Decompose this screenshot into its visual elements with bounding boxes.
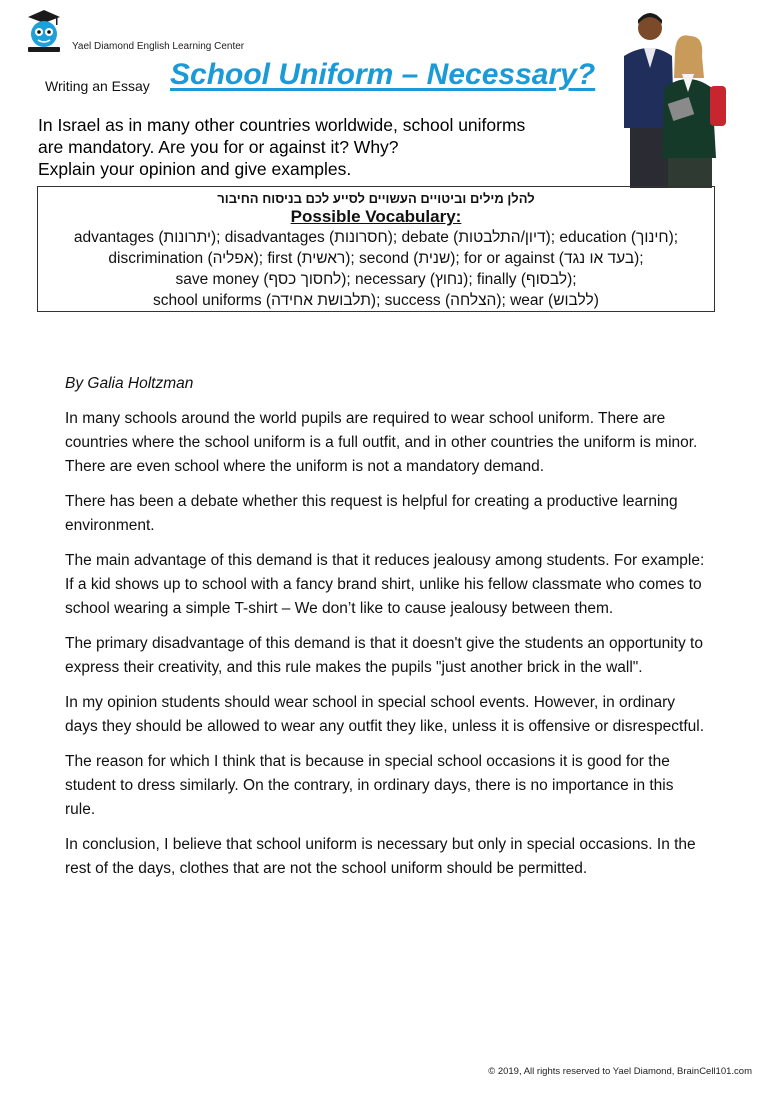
essay-paragraph: The primary disadvantage of this demand is that it doesn't give the students an opportunity to express their creativity, and this rule makes the pupils "just another brick in the wall". bbox=[65, 635, 703, 676]
page-title: School Uniform – Necessary? bbox=[170, 58, 596, 91]
vocabulary-box bbox=[37, 186, 715, 312]
prompt-line: In Israel as in many other countries worldwide, school uniforms bbox=[38, 115, 526, 135]
braincell-logo-icon bbox=[22, 9, 66, 53]
prompt-line: Explain your opinion and give examples. bbox=[38, 159, 352, 179]
prompt-line: are mandatory. Are you for or against it? Why? bbox=[38, 137, 399, 157]
vocabulary-line: save money (לחסוך כסף); necessary (נחוץ); finally (לבסוף); bbox=[175, 271, 577, 288]
essay-paragraph: The main advantage of this demand is that it reduces jealousy among students. For example: If a kid shows up to school with a fancy brand shirt, unlike his fellow classmate who comes to school wearing a simple T-shirt – We don’t like to cause jealousy between them. bbox=[65, 552, 705, 617]
essay-paragraph: The reason for which I think that is because in special school occasions it is good for the student to dress similarly. On the contrary, in ordinary days, there is no importance in this rule. bbox=[65, 753, 674, 818]
essay-paragraph: In conclusion, I believe that school uniform is necessary but only in special occasions. In the rest of the days, clothes that are not the school uniform should be permitted. bbox=[65, 836, 696, 877]
essay-paragraph: In my opinion students should wear school in special school events. However, in ordinary days they should be allowed to wear any outfit they like, unless it is offensive or disrespectful. bbox=[65, 694, 705, 735]
essay-paragraph: In many schools around the world pupils are required to wear school uniform. There are countries where the school uniform is a full outfit, and in other countries the uniform is minor. There are even school where the uniform is not a mandatory demand. bbox=[65, 410, 698, 475]
writing-label: Writing an Essay bbox=[45, 78, 150, 94]
vocabulary-hebrew-intro: להלן מילים וביטויים העשויים לסייע לכם בניסוח החיבור bbox=[217, 191, 535, 206]
center-name: Yael Diamond English Learning Center bbox=[72, 41, 245, 52]
vocabulary-line: discrimination (אפליה); first (ראשית); second (שנית); for or against (בעד או נגד); bbox=[108, 250, 644, 267]
vocabulary-heading: Possible Vocabulary: bbox=[290, 207, 462, 226]
copyright-footer: © 2019, All rights reserved to Yael Diamond, BrainCell101.com bbox=[488, 1066, 752, 1077]
byline: By Galia Holtzman bbox=[65, 375, 194, 392]
vocabulary-line: school uniforms (תלבושת אחידה); success (הצלחה); wear (ללבוש) bbox=[153, 292, 599, 309]
essay-prompt bbox=[38, 114, 608, 180]
essay-body bbox=[65, 372, 705, 892]
students-illustration bbox=[612, 8, 730, 188]
vocabulary-line: advantages (יתרונות); disadvantages (חסרונות); debate (דיון/התלבטות); education (חינוך); bbox=[73, 229, 679, 246]
essay-paragraph: There has been a debate whether this request is helpful for creating a productive learning environment. bbox=[65, 493, 678, 534]
